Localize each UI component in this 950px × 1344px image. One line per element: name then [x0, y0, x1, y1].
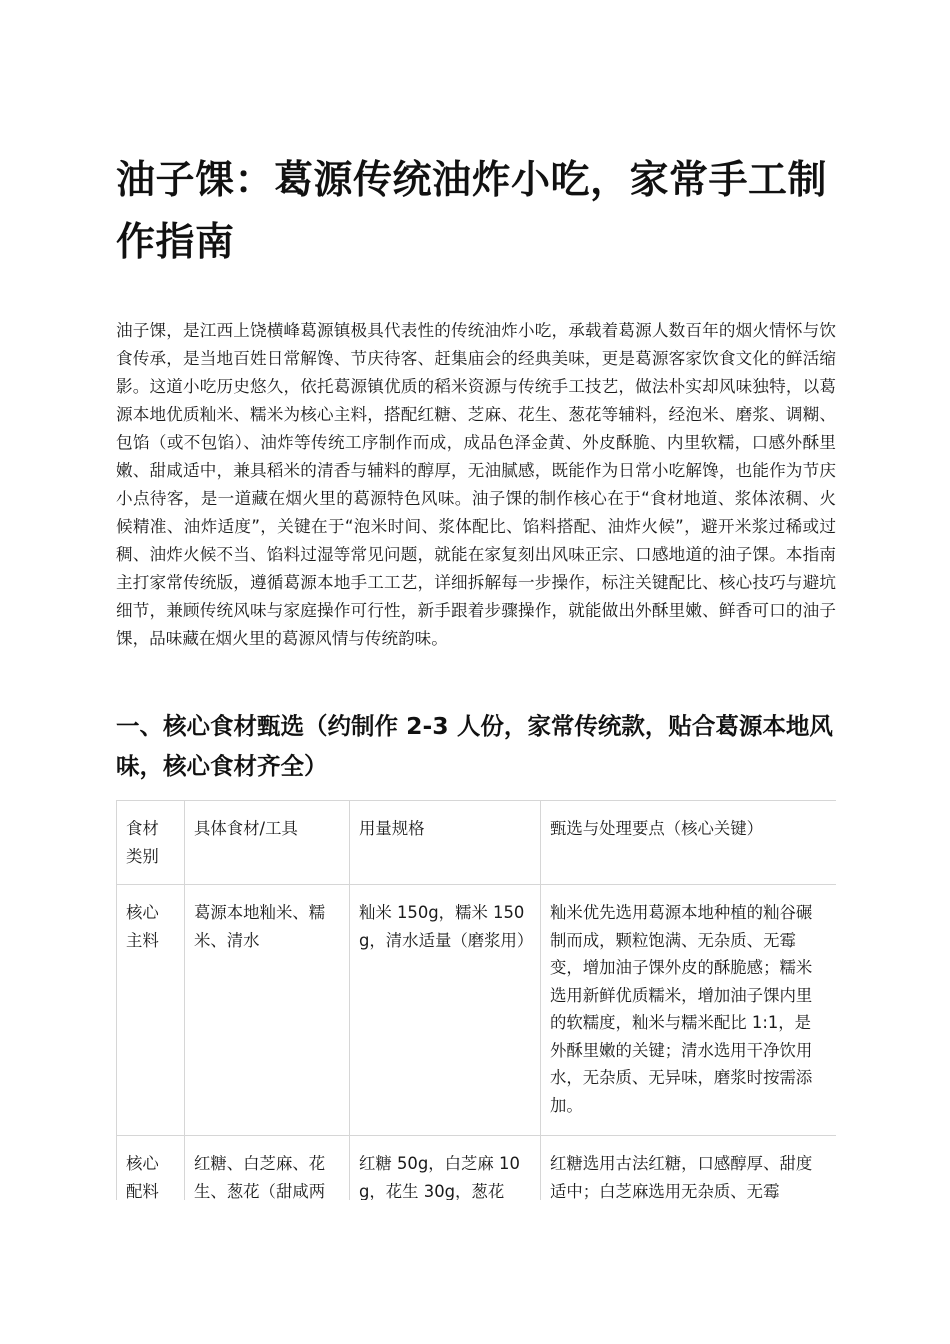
table-header-row: [117, 801, 837, 885]
section-heading-ingredients: 一、核心食材甄选（约制作 2-3 人份，家常传统款，贴合葛源本地风味，核心食材齐全）: [116, 712, 833, 780]
cell-notes: 红糖选用古法红糖，口感醇厚、甜度适中；白芝麻选用无杂质、无霉: [541, 1136, 837, 1201]
cell-items: 红糖、白芝麻、花生、葱花（甜咸两: [185, 1136, 350, 1201]
cell-notes: 籼米优先选用葛源本地种植的籼谷碾制而成，颗粒饱满、无杂质、无霉变，增加油子馃外皮的酥脆感；糯米选用新鲜优质糯米，增加油子馃内里的软糯度，籼米与糯米配比 1:1，是外酥里嫩的关键；清水选用干净饮用水，无杂质、无异味，磨浆时按需添加。: [541, 885, 837, 1136]
document-title: 油子馃：葛源传统油炸小吃，家常手工制作指南: [116, 158, 828, 265]
table-row: [117, 885, 837, 1136]
cell-amount: 红糖 50g，白芝麻 10g，花生 30g，葱花: [350, 1136, 541, 1201]
cell-category: 核心主料: [117, 885, 185, 1136]
table-row: [117, 1136, 837, 1201]
column-header-amount: 用量规格: [350, 801, 541, 885]
cell-category: 核心配料: [117, 1136, 185, 1201]
column-header-notes: 甄选与处理要点（核心关键）: [541, 801, 837, 885]
column-header-category: 食材类别: [117, 801, 185, 885]
ingredients-table: [116, 800, 836, 1200]
cell-amount: 籼米 150g，糯米 150g，清水适量（磨浆用）: [350, 885, 541, 1136]
intro-paragraph: 油子馃，是江西上饶横峰葛源镇极具代表性的传统油炸小吃，承载着葛源人数百年的烟火情怀与饮食传承，是当地百姓日常解馋、节庆待客、赶集庙会的经典美味，更是葛源客家饮食文化的鲜活缩影。这道小吃历史悠久，依托葛源镇优质的稻米资源与传统手工技艺，做法朴实却风味独特，以葛源本地优质籼米、糯米为核心主料，搭配红糖、芝麻、花生、葱花等辅料，经泡米、磨浆、调糊、包馅（或不包馅）、油炸等传统工序制作而成，成品色泽金黄、外皮酥脆、内里软糯，口感外酥里嫩、甜咸适中，兼具稻米的清香与辅料的醇厚，无油腻感，既能作为日常小吃解馋，也能作为节庆小点待客，是一道藏在烟火里的葛源特色风味。油子馃的制作核心在于“食材地道、浆体浓稠、火候精准、油炸适度”，关键在于“泡米时间、浆体配比、馅料搭配、油炸火候”，避开米浆过稀或过稠、油炸火候不当、馅料过湿等常见问题，就能在家复刻出风味正宗、口感地道的油子馃。本指南主打家常传统版，遵循葛源本地手工工艺，详细拆解每一步操作，标注关键配比、核心技巧与避坑细节，兼顾传统风味与家庭操作可行性，新手跟着步骤操作，就能做出外酥里嫩、鲜香可口的油子馃，品味藏在烟火里的葛源风情与传统韵味。: [116, 321, 836, 648]
ingredients-table-container: [116, 800, 836, 1200]
cell-items: 葛源本地籼米、糯米、清水: [185, 885, 350, 1136]
column-header-items: 具体食材/工具: [185, 801, 350, 885]
